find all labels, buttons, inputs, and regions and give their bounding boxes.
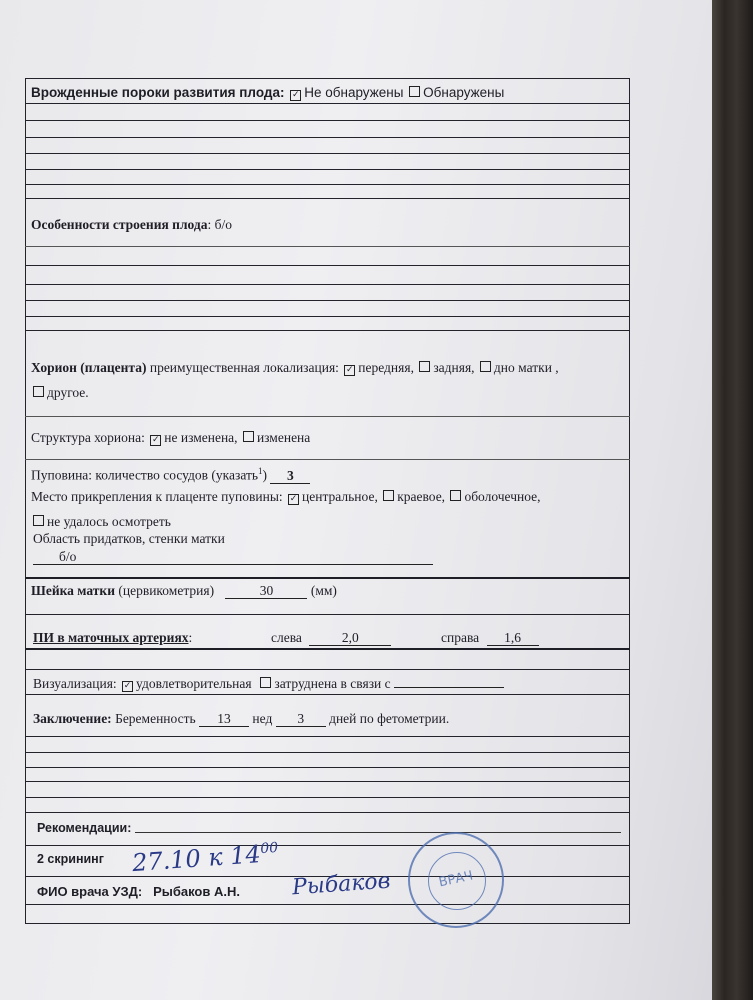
pi-colon: : [188, 630, 193, 645]
rule-line [25, 169, 630, 170]
conclusion-lead: Беременность [111, 711, 196, 726]
cord-row [31, 463, 310, 484]
cord-vessels-value: 3 [270, 469, 310, 484]
pi-left-label: слева [271, 630, 302, 645]
rule-line [25, 330, 630, 331]
conclusion-title: Заключение: [33, 711, 112, 726]
rule-line [25, 137, 630, 138]
attach-opt-central: центральное, [302, 489, 378, 504]
rule-line [25, 767, 630, 768]
cervix-title: Шейка матки [31, 583, 115, 598]
checkbox-empty-icon[interactable] [450, 490, 461, 501]
congenital-row [31, 85, 504, 101]
structure-row [31, 430, 310, 446]
visualization-label: Визуализация: [33, 676, 117, 691]
features-title: Особенности строения плода [31, 217, 208, 232]
rule-line [25, 103, 630, 104]
checkbox-checked-icon[interactable]: ✓ [346, 365, 354, 375]
features-row [31, 217, 232, 233]
rule-line [25, 284, 630, 285]
cervix-value: 30 [225, 584, 307, 599]
pi-row [33, 630, 192, 646]
rule-line [25, 812, 630, 813]
conclusion-row [33, 711, 449, 727]
rule-line [25, 265, 630, 266]
chorion-lead: преимущественная локализация: [146, 360, 339, 375]
conclusion-weeks: 13 [199, 712, 249, 727]
handwritten-note-sup: 00 [259, 839, 279, 858]
pi-left-value: 2,0 [309, 631, 391, 646]
features-value: : б/о [207, 217, 232, 232]
checkbox-empty-icon[interactable] [419, 361, 430, 372]
checkbox-empty-icon[interactable] [260, 677, 271, 688]
checkbox-empty-icon[interactable] [243, 431, 254, 442]
adnexa-row [33, 549, 433, 565]
rule-line [25, 459, 630, 460]
rule-line [25, 781, 630, 782]
structure-label: Структура хориона: [31, 430, 145, 445]
checkbox-checked-icon[interactable]: ✓ [123, 681, 132, 691]
chorion-other-row [31, 385, 89, 401]
attach-opt-membranous: оболочечное, [464, 489, 541, 504]
conclusion-days: 3 [276, 712, 326, 727]
rule-line [25, 198, 630, 199]
visualization-opt-hard: затруднена в связи с [274, 676, 391, 691]
checkbox-empty-icon[interactable] [383, 490, 394, 501]
rule-line [25, 752, 630, 753]
rule-line [25, 153, 630, 154]
rule-line [25, 648, 630, 650]
pi-right-value: 1,6 [487, 631, 539, 646]
checkbox-checked-icon[interactable]: ✓ [151, 435, 160, 445]
visualization-opt-ok: удовлетворительная [136, 676, 252, 691]
chorion-opt-other: другое. [47, 385, 89, 400]
pi-right [441, 630, 539, 646]
pi-title: ПИ в маточных артериях [33, 630, 189, 645]
rule-line [25, 184, 630, 185]
doctor-name: Рыбаков А.Н. [153, 884, 240, 899]
pi-right-label: справа [441, 630, 480, 645]
visualization-row [33, 676, 504, 692]
recommendations-title: Рекомендации: [37, 821, 132, 835]
congenital-opt-none: Не обнаружены [304, 85, 404, 100]
rule-line [25, 845, 630, 846]
checkbox-checked-icon[interactable]: ✓ [289, 494, 298, 504]
chorion-opt-front: передняя, [358, 360, 414, 375]
pi-left [271, 630, 391, 646]
screening-title: 2 скрининг [37, 852, 104, 866]
rule-line [25, 797, 630, 798]
checkbox-empty-icon[interactable] [33, 515, 44, 526]
doctor-stamp [408, 832, 504, 928]
checkbox-empty-icon[interactable] [33, 386, 44, 397]
cord-close: ) [262, 467, 268, 483]
attach-other-row [31, 514, 171, 530]
chorion-opt-fundus: дно матки , [493, 360, 559, 375]
doctor-label: ФИО врача УЗД: [37, 884, 143, 899]
rule-line [25, 246, 630, 247]
rule-line [25, 614, 630, 615]
congenital-title: Врожденные пороки развития плода: [31, 85, 285, 100]
rule-line [25, 694, 630, 695]
attach-row [31, 489, 541, 505]
signature: Рыбаков [291, 868, 392, 901]
cord-label: Пуповина: количество сосудов (указать [31, 467, 259, 483]
attach-label: Место прикрепления к плаценте пуповины: [31, 489, 283, 504]
structure-opt-changed: изменена [256, 430, 311, 445]
congenital-opt-found: Обнаружены [423, 85, 505, 100]
cervix-unit: (мм) [310, 583, 337, 598]
chorion-row [31, 360, 559, 376]
structure-opt-normal: не изменена, [164, 430, 238, 445]
checkbox-checked-icon[interactable]: ✓ [291, 90, 300, 100]
visualization-blank[interactable] [394, 687, 504, 688]
doctor-row [37, 884, 240, 900]
attach-opt-notseen: не удалось осмотреть [47, 514, 171, 529]
table-surface [712, 0, 753, 1000]
chorion-title: Хорион (плацента) [31, 360, 147, 375]
rule-line [25, 120, 630, 121]
rule-line [25, 736, 630, 737]
recommendations-row [37, 820, 131, 836]
rule-line [25, 300, 630, 301]
rule-line [25, 904, 630, 905]
conclusion-days-unit: дней по фетометрии. [329, 711, 450, 726]
checkbox-empty-icon[interactable] [409, 86, 420, 97]
conclusion-weeks-unit: нед [252, 711, 273, 726]
cervix-lead: (цервикометрия) [115, 583, 215, 598]
rule-line [25, 316, 630, 317]
cord-footnote: 1 [258, 466, 263, 476]
handwritten-note-text: 27.10 к 14 [131, 840, 262, 878]
chorion-opt-back: задняя, [433, 360, 475, 375]
adnexa-label: Область придатков, стенки матки [33, 531, 225, 546]
adnexa-value: б/о [33, 550, 433, 565]
rule-line [25, 577, 630, 579]
rule-line [25, 669, 630, 670]
screening-row [37, 851, 104, 867]
cervix-row [31, 583, 337, 599]
recommendations-blank[interactable] [135, 832, 621, 833]
checkbox-empty-icon[interactable] [480, 361, 491, 372]
rule-line [25, 416, 630, 417]
attach-opt-marginal: краевое, [397, 489, 446, 504]
stamp-text: ВРАЧ [437, 868, 475, 891]
